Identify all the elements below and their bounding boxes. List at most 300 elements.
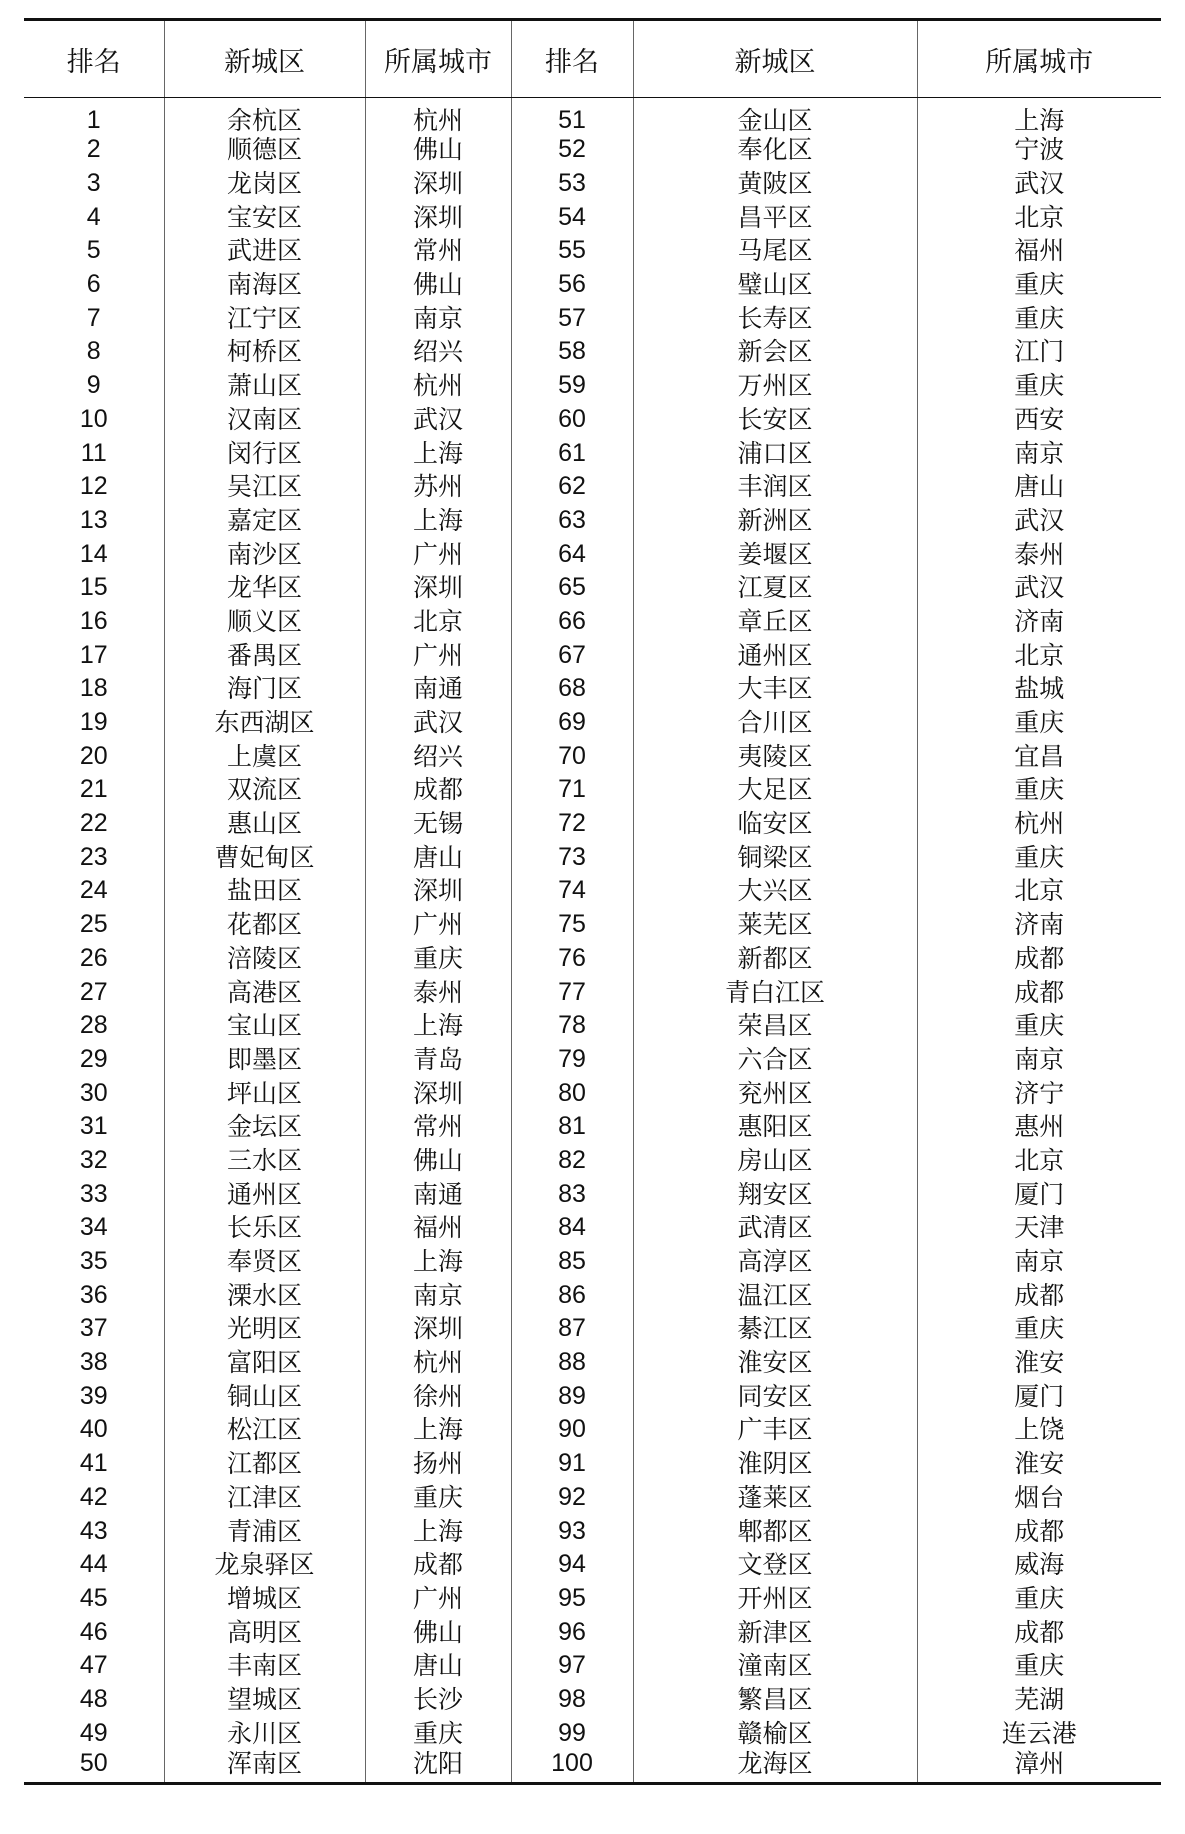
cell-district-right: 奉化区 xyxy=(633,133,917,167)
cell-rank-right: 97 xyxy=(511,1649,633,1683)
cell-city-right: 泰州 xyxy=(917,537,1161,571)
table-row xyxy=(24,1177,1161,1211)
cell-city-left: 广州 xyxy=(365,638,511,672)
table-row xyxy=(24,1750,1161,1784)
cell-city-right: 杭州 xyxy=(917,807,1161,841)
cell-city-left: 泰州 xyxy=(365,975,511,1009)
cell-district-left: 坪山区 xyxy=(164,1076,365,1110)
cell-city-right: 重庆 xyxy=(917,1582,1161,1616)
cell-rank-right: 67 xyxy=(511,638,633,672)
cell-district-right: 江夏区 xyxy=(633,571,917,605)
cell-district-left: 柯桥区 xyxy=(164,335,365,369)
cell-rank-left: 8 xyxy=(86,337,101,366)
cell-rank-right: 88 xyxy=(511,1346,633,1380)
cell-city-left: 绍兴 xyxy=(365,739,511,773)
cell-rank-left: 15 xyxy=(79,573,108,602)
cell-district-right: 大兴区 xyxy=(633,874,917,908)
cell-district-left: 海门区 xyxy=(164,672,365,706)
cell-rank-right: 79 xyxy=(511,1043,633,1077)
cell-city-left: 南通 xyxy=(365,672,511,706)
cell-district-right: 赣榆区 xyxy=(633,1716,917,1750)
cell-city-left: 常州 xyxy=(365,234,511,268)
cell-city-right: 成都 xyxy=(917,1278,1161,1312)
cell-city-right: 重庆 xyxy=(917,1009,1161,1043)
cell-district-right: 昌平区 xyxy=(633,200,917,234)
cell-district-left: 金坛区 xyxy=(164,1110,365,1144)
header-city-right: 所属城市 xyxy=(917,20,1161,98)
cell-city-left: 徐州 xyxy=(365,1379,511,1413)
cell-city-right: 重庆 xyxy=(917,369,1161,403)
table-row xyxy=(24,1379,1161,1413)
cell-city-right: 厦门 xyxy=(917,1379,1161,1413)
cell-district-right: 长安区 xyxy=(633,403,917,437)
cell-district-left: 余杭区 xyxy=(164,98,365,134)
table-row xyxy=(24,874,1161,908)
cell-district-left: 丰南区 xyxy=(164,1649,365,1683)
table-row xyxy=(24,975,1161,1009)
cell-city-right: 厦门 xyxy=(917,1177,1161,1211)
ranking-table xyxy=(24,18,1161,1785)
cell-district-left: 吴江区 xyxy=(164,470,365,504)
table-row xyxy=(24,1649,1161,1683)
cell-district-left: 双流区 xyxy=(164,773,365,807)
cell-rank-left: 30 xyxy=(79,1078,108,1107)
cell-city-right: 唐山 xyxy=(917,470,1161,504)
cell-rank-left: 5 xyxy=(86,236,101,265)
cell-rank-right: 84 xyxy=(511,1211,633,1245)
cell-city-right: 上海 xyxy=(917,98,1161,134)
cell-rank-left: 39 xyxy=(79,1381,108,1410)
cell-district-left: 溧水区 xyxy=(164,1278,365,1312)
cell-rank-left: 43 xyxy=(79,1516,108,1545)
cell-district-left: 上虞区 xyxy=(164,739,365,773)
cell-city-left: 重庆 xyxy=(365,1716,511,1750)
cell-district-left: 南沙区 xyxy=(164,537,365,571)
cell-district-left: 闵行区 xyxy=(164,436,365,470)
cell-rank-left: 6 xyxy=(86,270,101,299)
cell-district-right: 武清区 xyxy=(633,1211,917,1245)
cell-district-left: 萧山区 xyxy=(164,369,365,403)
cell-district-left: 青浦区 xyxy=(164,1514,365,1548)
table-row xyxy=(24,1278,1161,1312)
cell-city-right: 宜昌 xyxy=(917,739,1161,773)
cell-rank-right: 91 xyxy=(511,1447,633,1481)
table-row xyxy=(24,1615,1161,1649)
table-row xyxy=(24,1481,1161,1515)
table-row xyxy=(24,133,1161,167)
table-row xyxy=(24,1346,1161,1380)
cell-district-right: 万州区 xyxy=(633,369,917,403)
cell-rank-right: 93 xyxy=(511,1514,633,1548)
cell-rank-right: 73 xyxy=(511,840,633,874)
table-row xyxy=(24,1110,1161,1144)
cell-city-right: 重庆 xyxy=(917,706,1161,740)
cell-rank-right: 86 xyxy=(511,1278,633,1312)
cell-city-right: 漳州 xyxy=(917,1750,1161,1784)
cell-city-left: 杭州 xyxy=(365,369,511,403)
cell-city-left: 绍兴 xyxy=(365,335,511,369)
cell-district-left: 盐田区 xyxy=(164,874,365,908)
table-row xyxy=(24,470,1161,504)
cell-district-left: 武进区 xyxy=(164,234,365,268)
table-row xyxy=(24,605,1161,639)
cell-city-right: 江门 xyxy=(917,335,1161,369)
cell-rank-left: 26 xyxy=(79,943,108,972)
cell-city-right: 武汉 xyxy=(917,504,1161,538)
cell-district-left: 松江区 xyxy=(164,1413,365,1447)
cell-city-right: 北京 xyxy=(917,200,1161,234)
cell-city-left: 广州 xyxy=(365,537,511,571)
cell-district-right: 夷陵区 xyxy=(633,739,917,773)
cell-district-left: 望城区 xyxy=(164,1683,365,1717)
cell-district-right: 广丰区 xyxy=(633,1413,917,1447)
cell-city-left: 常州 xyxy=(365,1110,511,1144)
cell-district-right: 章丘区 xyxy=(633,605,917,639)
cell-district-left: 嘉定区 xyxy=(164,504,365,538)
table-row xyxy=(24,1548,1161,1582)
cell-city-left: 青岛 xyxy=(365,1043,511,1077)
cell-rank-right: 72 xyxy=(511,807,633,841)
cell-rank-right: 56 xyxy=(511,268,633,302)
cell-city-left: 深圳 xyxy=(365,1312,511,1346)
cell-district-right: 翔安区 xyxy=(633,1177,917,1211)
cell-rank-left: 13 xyxy=(79,505,108,534)
cell-city-left: 杭州 xyxy=(365,1346,511,1380)
table-row xyxy=(24,1683,1161,1717)
table-row xyxy=(24,234,1161,268)
cell-rank-right: 62 xyxy=(511,470,633,504)
cell-rank-left: 33 xyxy=(79,1179,108,1208)
cell-district-right: 繁昌区 xyxy=(633,1683,917,1717)
cell-district-right: 兖州区 xyxy=(633,1076,917,1110)
cell-city-right: 重庆 xyxy=(917,840,1161,874)
cell-rank-left: 38 xyxy=(79,1348,108,1377)
cell-rank-left: 14 xyxy=(79,539,108,568)
cell-rank-right: 90 xyxy=(511,1413,633,1447)
cell-district-right: 新都区 xyxy=(633,942,917,976)
table-row xyxy=(24,1582,1161,1616)
cell-district-right: 青白江区 xyxy=(633,975,917,1009)
cell-rank-left: 37 xyxy=(79,1314,108,1343)
cell-city-left: 深圳 xyxy=(365,167,511,201)
cell-district-right: 郫都区 xyxy=(633,1514,917,1548)
cell-district-left: 顺义区 xyxy=(164,605,365,639)
cell-rank-right: 94 xyxy=(511,1548,633,1582)
table-row xyxy=(24,200,1161,234)
cell-rank-left: 16 xyxy=(79,606,108,635)
table-row xyxy=(24,1211,1161,1245)
cell-district-right: 金山区 xyxy=(633,98,917,134)
cell-district-left: 江津区 xyxy=(164,1481,365,1515)
cell-city-left: 杭州 xyxy=(365,98,511,134)
cell-city-right: 武汉 xyxy=(917,167,1161,201)
cell-rank-left: 2 xyxy=(86,135,101,164)
cell-district-left: 汉南区 xyxy=(164,403,365,437)
cell-rank-right: 74 xyxy=(511,874,633,908)
cell-rank-right: 53 xyxy=(511,167,633,201)
cell-city-right: 重庆 xyxy=(917,1649,1161,1683)
cell-city-right: 淮安 xyxy=(917,1447,1161,1481)
table-row xyxy=(24,167,1161,201)
cell-district-right: 高淳区 xyxy=(633,1245,917,1279)
table-row xyxy=(24,942,1161,976)
cell-district-right: 通州区 xyxy=(633,638,917,672)
cell-district-left: 高港区 xyxy=(164,975,365,1009)
cell-city-right: 芜湖 xyxy=(917,1683,1161,1717)
cell-city-right: 盐城 xyxy=(917,672,1161,706)
cell-city-right: 淮安 xyxy=(917,1346,1161,1380)
cell-city-right: 济南 xyxy=(917,605,1161,639)
cell-district-left: 南海区 xyxy=(164,268,365,302)
cell-rank-right: 83 xyxy=(511,1177,633,1211)
cell-district-left: 东西湖区 xyxy=(164,706,365,740)
cell-city-right: 南京 xyxy=(917,436,1161,470)
cell-city-right: 济宁 xyxy=(917,1076,1161,1110)
cell-city-right: 北京 xyxy=(917,1144,1161,1178)
cell-rank-left: 10 xyxy=(79,404,108,433)
table-row xyxy=(24,335,1161,369)
table-row xyxy=(24,1312,1161,1346)
cell-rank-right: 95 xyxy=(511,1582,633,1616)
cell-rank-left: 21 xyxy=(79,775,108,804)
cell-district-right: 温江区 xyxy=(633,1278,917,1312)
cell-city-left: 广州 xyxy=(365,908,511,942)
cell-rank-left: 4 xyxy=(86,202,101,231)
cell-district-left: 永川区 xyxy=(164,1716,365,1750)
cell-district-right: 淮安区 xyxy=(633,1346,917,1380)
cell-district-left: 奉贤区 xyxy=(164,1245,365,1279)
cell-rank-right: 55 xyxy=(511,234,633,268)
cell-city-left: 唐山 xyxy=(365,840,511,874)
cell-district-right: 马尾区 xyxy=(633,234,917,268)
cell-district-left: 曹妃甸区 xyxy=(164,840,365,874)
cell-city-right: 西安 xyxy=(917,403,1161,437)
cell-district-left: 龙岗区 xyxy=(164,167,365,201)
cell-district-right: 淮阴区 xyxy=(633,1447,917,1481)
cell-city-right: 烟台 xyxy=(917,1481,1161,1515)
header-rank-left: 排名 xyxy=(24,20,164,98)
cell-city-right: 重庆 xyxy=(917,1312,1161,1346)
cell-district-left: 惠山区 xyxy=(164,807,365,841)
cell-district-left: 宝安区 xyxy=(164,200,365,234)
cell-district-left: 富阳区 xyxy=(164,1346,365,1380)
cell-city-left: 南京 xyxy=(365,1278,511,1312)
cell-district-right: 龙海区 xyxy=(633,1750,917,1784)
cell-rank-right: 81 xyxy=(511,1110,633,1144)
cell-city-left: 重庆 xyxy=(365,1481,511,1515)
cell-rank-right: 82 xyxy=(511,1144,633,1178)
table-row xyxy=(24,706,1161,740)
table-row xyxy=(24,672,1161,706)
cell-city-right: 威海 xyxy=(917,1548,1161,1582)
cell-city-left: 扬州 xyxy=(365,1447,511,1481)
cell-city-right: 济南 xyxy=(917,908,1161,942)
cell-district-right: 六合区 xyxy=(633,1043,917,1077)
cell-rank-right: 59 xyxy=(511,369,633,403)
cell-district-right: 铜梁区 xyxy=(633,840,917,874)
table-row xyxy=(24,1716,1161,1750)
table-row xyxy=(24,98,1161,134)
cell-rank-left: 34 xyxy=(79,1213,108,1242)
cell-city-left: 上海 xyxy=(365,504,511,538)
cell-rank-left: 25 xyxy=(79,910,108,939)
cell-district-right: 大丰区 xyxy=(633,672,917,706)
table-row xyxy=(24,436,1161,470)
cell-district-right: 文登区 xyxy=(633,1548,917,1582)
cell-district-left: 花都区 xyxy=(164,908,365,942)
cell-district-left: 江宁区 xyxy=(164,301,365,335)
cell-rank-right: 64 xyxy=(511,537,633,571)
cell-rank-left: 17 xyxy=(79,640,108,669)
cell-city-right: 上饶 xyxy=(917,1413,1161,1447)
table-row xyxy=(24,1514,1161,1548)
cell-rank-left: 23 xyxy=(79,842,108,871)
cell-rank-right: 61 xyxy=(511,436,633,470)
cell-city-left: 上海 xyxy=(365,1514,511,1548)
cell-rank-right: 76 xyxy=(511,942,633,976)
cell-district-left: 顺德区 xyxy=(164,133,365,167)
cell-rank-left: 42 xyxy=(79,1482,108,1511)
table-row xyxy=(24,773,1161,807)
cell-rank-left: 24 xyxy=(79,876,108,905)
cell-district-left: 番禺区 xyxy=(164,638,365,672)
cell-district-right: 荣昌区 xyxy=(633,1009,917,1043)
cell-rank-left: 7 xyxy=(86,303,101,332)
cell-rank-right: 87 xyxy=(511,1312,633,1346)
cell-rank-left: 11 xyxy=(80,438,107,467)
cell-city-left: 佛山 xyxy=(365,1144,511,1178)
cell-rank-right: 100 xyxy=(511,1750,633,1784)
table-row xyxy=(24,739,1161,773)
cell-rank-right: 54 xyxy=(511,200,633,234)
cell-city-left: 佛山 xyxy=(365,268,511,302)
cell-rank-left: 19 xyxy=(79,708,108,737)
cell-rank-left: 50 xyxy=(24,1750,164,1784)
table-row xyxy=(24,1043,1161,1077)
cell-rank-right: 80 xyxy=(511,1076,633,1110)
cell-city-right: 南京 xyxy=(917,1043,1161,1077)
cell-rank-left: 32 xyxy=(79,1145,108,1174)
cell-district-left: 涪陵区 xyxy=(164,942,365,976)
cell-city-left: 佛山 xyxy=(365,1615,511,1649)
cell-rank-right: 70 xyxy=(511,739,633,773)
table-row xyxy=(24,807,1161,841)
cell-city-left: 南京 xyxy=(365,301,511,335)
cell-city-right: 重庆 xyxy=(917,773,1161,807)
cell-rank-left: 44 xyxy=(79,1550,108,1579)
cell-rank-right: 52 xyxy=(511,133,633,167)
cell-district-right: 同安区 xyxy=(633,1379,917,1413)
cell-city-right: 北京 xyxy=(917,874,1161,908)
cell-district-right: 房山区 xyxy=(633,1144,917,1178)
cell-rank-right: 99 xyxy=(511,1716,633,1750)
cell-district-left: 宝山区 xyxy=(164,1009,365,1043)
table-row xyxy=(24,1009,1161,1043)
cell-district-right: 惠阳区 xyxy=(633,1110,917,1144)
cell-rank-right: 68 xyxy=(511,672,633,706)
cell-district-left: 长乐区 xyxy=(164,1211,365,1245)
cell-rank-right: 85 xyxy=(511,1245,633,1279)
cell-rank-left: 41 xyxy=(79,1449,108,1478)
cell-rank-left: 45 xyxy=(79,1583,108,1612)
cell-district-left: 即墨区 xyxy=(164,1043,365,1077)
cell-rank-right: 57 xyxy=(511,301,633,335)
table-row xyxy=(24,301,1161,335)
cell-city-right: 成都 xyxy=(917,1514,1161,1548)
cell-rank-right: 51 xyxy=(511,98,633,134)
cell-rank-left: 49 xyxy=(79,1718,108,1747)
cell-city-left: 佛山 xyxy=(365,133,511,167)
cell-district-left: 三水区 xyxy=(164,1144,365,1178)
cell-city-right: 天津 xyxy=(917,1211,1161,1245)
cell-city-left: 北京 xyxy=(365,605,511,639)
table-row xyxy=(24,268,1161,302)
cell-rank-left: 40 xyxy=(79,1415,108,1444)
cell-district-right: 临安区 xyxy=(633,807,917,841)
cell-city-left: 上海 xyxy=(365,436,511,470)
cell-city-right: 成都 xyxy=(917,942,1161,976)
cell-city-left: 成都 xyxy=(365,773,511,807)
table-row xyxy=(24,369,1161,403)
cell-rank-left: 22 xyxy=(79,809,108,838)
cell-district-left: 增城区 xyxy=(164,1582,365,1616)
table-row xyxy=(24,1144,1161,1178)
table-row xyxy=(24,403,1161,437)
ranking-table-container xyxy=(24,18,1161,1785)
header-rank-right: 排名 xyxy=(511,20,633,98)
cell-rank-left: 31 xyxy=(79,1112,108,1141)
cell-rank-left: 12 xyxy=(79,472,108,501)
table-row xyxy=(24,840,1161,874)
cell-city-right: 成都 xyxy=(917,975,1161,1009)
cell-rank-left: 48 xyxy=(79,1684,108,1713)
cell-district-left: 江都区 xyxy=(164,1447,365,1481)
cell-district-left: 高明区 xyxy=(164,1615,365,1649)
cell-rank-left: 46 xyxy=(79,1617,108,1646)
cell-district-right: 姜堰区 xyxy=(633,537,917,571)
cell-city-left: 深圳 xyxy=(365,1076,511,1110)
header-district-left: 新城区 xyxy=(164,20,365,98)
cell-district-left: 光明区 xyxy=(164,1312,365,1346)
table-row xyxy=(24,504,1161,538)
cell-district-left: 龙华区 xyxy=(164,571,365,605)
cell-city-right: 连云港 xyxy=(917,1716,1161,1750)
cell-rank-right: 89 xyxy=(511,1379,633,1413)
table-header xyxy=(24,20,1161,98)
cell-city-left: 深圳 xyxy=(365,200,511,234)
cell-district-right: 潼南区 xyxy=(633,1649,917,1683)
header-city-left: 所属城市 xyxy=(365,20,511,98)
cell-district-left: 浑南区 xyxy=(164,1750,365,1784)
cell-city-right: 福州 xyxy=(917,234,1161,268)
cell-rank-right: 58 xyxy=(511,335,633,369)
cell-city-right: 惠州 xyxy=(917,1110,1161,1144)
cell-city-left: 苏州 xyxy=(365,470,511,504)
cell-city-left: 唐山 xyxy=(365,1649,511,1683)
cell-district-right: 新洲区 xyxy=(633,504,917,538)
cell-city-left: 沈阳 xyxy=(365,1750,511,1784)
cell-district-right: 合川区 xyxy=(633,706,917,740)
cell-rank-right: 66 xyxy=(511,605,633,639)
cell-city-left: 武汉 xyxy=(365,706,511,740)
table-row xyxy=(24,571,1161,605)
cell-city-left: 长沙 xyxy=(365,1683,511,1717)
cell-district-left: 通州区 xyxy=(164,1177,365,1211)
table-row xyxy=(24,1245,1161,1279)
cell-city-right: 武汉 xyxy=(917,571,1161,605)
cell-district-right: 大足区 xyxy=(633,773,917,807)
cell-city-left: 南通 xyxy=(365,1177,511,1211)
